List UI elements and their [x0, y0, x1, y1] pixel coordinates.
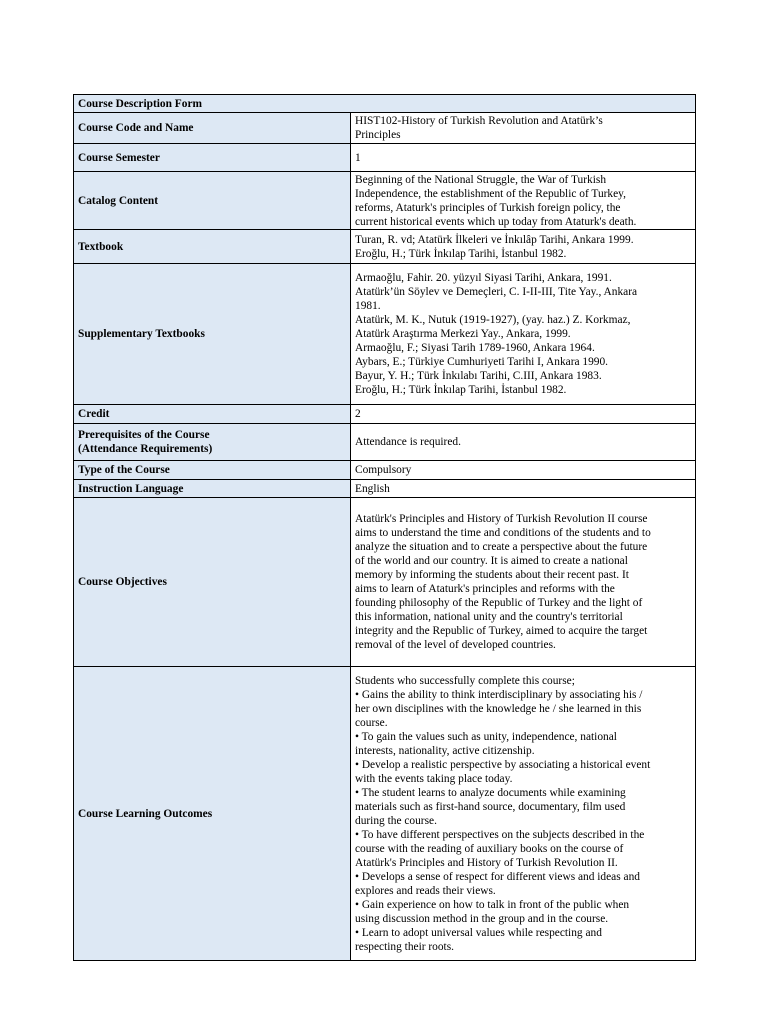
value-line: reforms, Ataturk's principles of Turkish foreign policy, the [355, 201, 621, 214]
row-label: Course Semester [74, 144, 351, 172]
row-value [351, 230, 696, 264]
value-line: • Develop a realistic perspective by associating a historical event [355, 758, 651, 771]
value-line: • Gain experience on how to talk in front of the public when [355, 898, 630, 911]
row-value [351, 264, 696, 405]
table-row [74, 424, 696, 461]
table-row [74, 144, 696, 172]
value-line: Aybars, E.; Türkiye Cumhuriyeti Tarihi I, Ankara 1990. [355, 356, 609, 368]
row-value [351, 461, 696, 480]
value-line: explores and reads their views. [355, 884, 496, 897]
value-line: Bayur, Y. H.; Türk İnkılabı Tarihi, C.III, Ankara 1983. [355, 370, 602, 382]
row-label: Course Objectives [74, 498, 351, 667]
value-line: 1981. [355, 300, 381, 312]
value-line: English [355, 482, 390, 495]
value-line: Turan, R. vd; Atatürk İlkeleri ve İnkılâp Tarihi, Ankara 1999. [355, 233, 634, 246]
value-line: course. [355, 716, 388, 729]
value-line: removal of the level of developed countries. [355, 639, 556, 651]
row-label: Catalog Content [74, 172, 351, 230]
row-value [351, 480, 696, 498]
label-line: (Attendance Requirements) [78, 443, 213, 455]
value-line: Attendance is required. [355, 436, 461, 448]
value-line: Atatürk Araştırma Merkezi Yay., Ankara, 1999. [355, 328, 571, 340]
row-label: Credit [74, 405, 351, 424]
value-line: Eroğlu, H.; Türk İnkılap Tarihi, İstanbul 1982. [355, 247, 567, 260]
value-line: using discussion method in the group and in the course. [355, 912, 609, 925]
value-line: • The student learns to analyze documents while examining [355, 786, 626, 799]
value-line: Atatürk, M. K., Nutuk (1919-1927), (yay. haz.) Z. Korkmaz, [355, 314, 631, 326]
value-line: aims to understand the time and conditions of the students and to [355, 527, 651, 539]
table-row [74, 461, 696, 480]
value-line: memory by informing the students about their recent past. It [355, 569, 629, 581]
row-value [351, 172, 696, 230]
value-line: • Learn to adopt universal values while respecting and [355, 926, 602, 939]
form-title: Course Description Form [74, 95, 696, 113]
value-line: of the world and our country. It is aimed to create a national [355, 555, 628, 567]
label-line: Prerequisites of the Course [78, 429, 210, 441]
value-line: Principles [355, 129, 401, 141]
row-label: Instruction Language [74, 480, 351, 498]
row-value [351, 498, 696, 667]
value-line: analyze the situation and to create a perspective about the future [355, 541, 648, 553]
value-line: during the course. [355, 814, 437, 827]
value-line: • To have different perspectives on the subjects described in the [355, 828, 645, 841]
value-line: interests, nationality, active citizenship. [355, 744, 535, 757]
row-label: Course Learning Outcomes [74, 667, 351, 961]
table-row [74, 405, 696, 424]
value-line: integrity and the Republic of Turkey, aimed to acquire the target [355, 625, 648, 637]
table-row [74, 113, 696, 144]
value-line: • Gains the ability to think interdisciplinary by associating his / [355, 688, 643, 701]
value-line: Atatürk’ün Söylev ve Demeçleri, C. I-II-III, Tite Yay., Ankara [355, 286, 638, 298]
value-line: Atatürk's Principles and History of Turkish Revolution II. [355, 856, 618, 869]
table-row [74, 264, 696, 405]
value-line: aims to learn of Ataturk's principles and reforms with the [355, 583, 615, 595]
course-description-table [73, 94, 696, 961]
value-line: Students who successfully complete this course; [355, 674, 575, 687]
value-line: with the events taking place today. [355, 772, 513, 785]
value-line: respecting their roots. [355, 940, 455, 953]
row-label [74, 424, 351, 461]
value-line: Eroğlu, H.; Türk İnkılap Tarihi, İstanbul 1982. [355, 384, 567, 396]
value-line: 2 [355, 408, 361, 420]
row-value [351, 144, 696, 172]
value-line: Independence, the establishment of the Republic of Turkey, [355, 187, 626, 200]
table-row [74, 172, 696, 230]
row-value [351, 113, 696, 144]
value-line: founding philosophy of the Republic of Turkey and the light of [355, 597, 643, 609]
table-row [74, 230, 696, 264]
value-line: • Develops a sense of respect for different views and ideas and [355, 870, 640, 883]
value-line: materials such as first-hand source, documentary, film used [355, 800, 626, 813]
row-value [351, 667, 696, 961]
table-row [74, 480, 696, 498]
row-label: Type of the Course [74, 461, 351, 480]
value-line: 1 [355, 151, 361, 164]
value-line: HIST102-History of Turkish Revolution and Atatürk’s [355, 115, 603, 127]
value-line: her own disciplines with the knowledge he / she learned in this [355, 702, 642, 715]
row-label: Supplementary Textbooks [74, 264, 351, 405]
table-row [74, 498, 696, 667]
row-value [351, 405, 696, 424]
value-line: Compulsory [355, 464, 412, 476]
value-line: Armaoğlu, F.; Siyasi Tarih 1789-1960, Ankara 1964. [355, 342, 595, 354]
table-header-row [74, 95, 696, 113]
value-line: Beginning of the National Struggle, the War of Turkish [355, 173, 607, 186]
table-row [74, 667, 696, 961]
value-line: course with the reading of auxiliary books on the course of [355, 842, 624, 855]
row-label: Textbook [74, 230, 351, 264]
value-line: • To gain the values such as unity, independence, national [355, 730, 617, 743]
value-line: current historical events which up today from Ataturk's death. [355, 215, 637, 228]
value-line: Armaoğlu, Fahir. 20. yüzyıl Siyasi Tarihi, Ankara, 1991. [355, 272, 612, 284]
value-line: this information, national unity and the country's territorial [355, 611, 623, 623]
value-line: Atatürk's Principles and History of Turkish Revolution II course [355, 513, 648, 525]
row-label: Course Code and Name [74, 113, 351, 144]
row-value [351, 424, 696, 461]
